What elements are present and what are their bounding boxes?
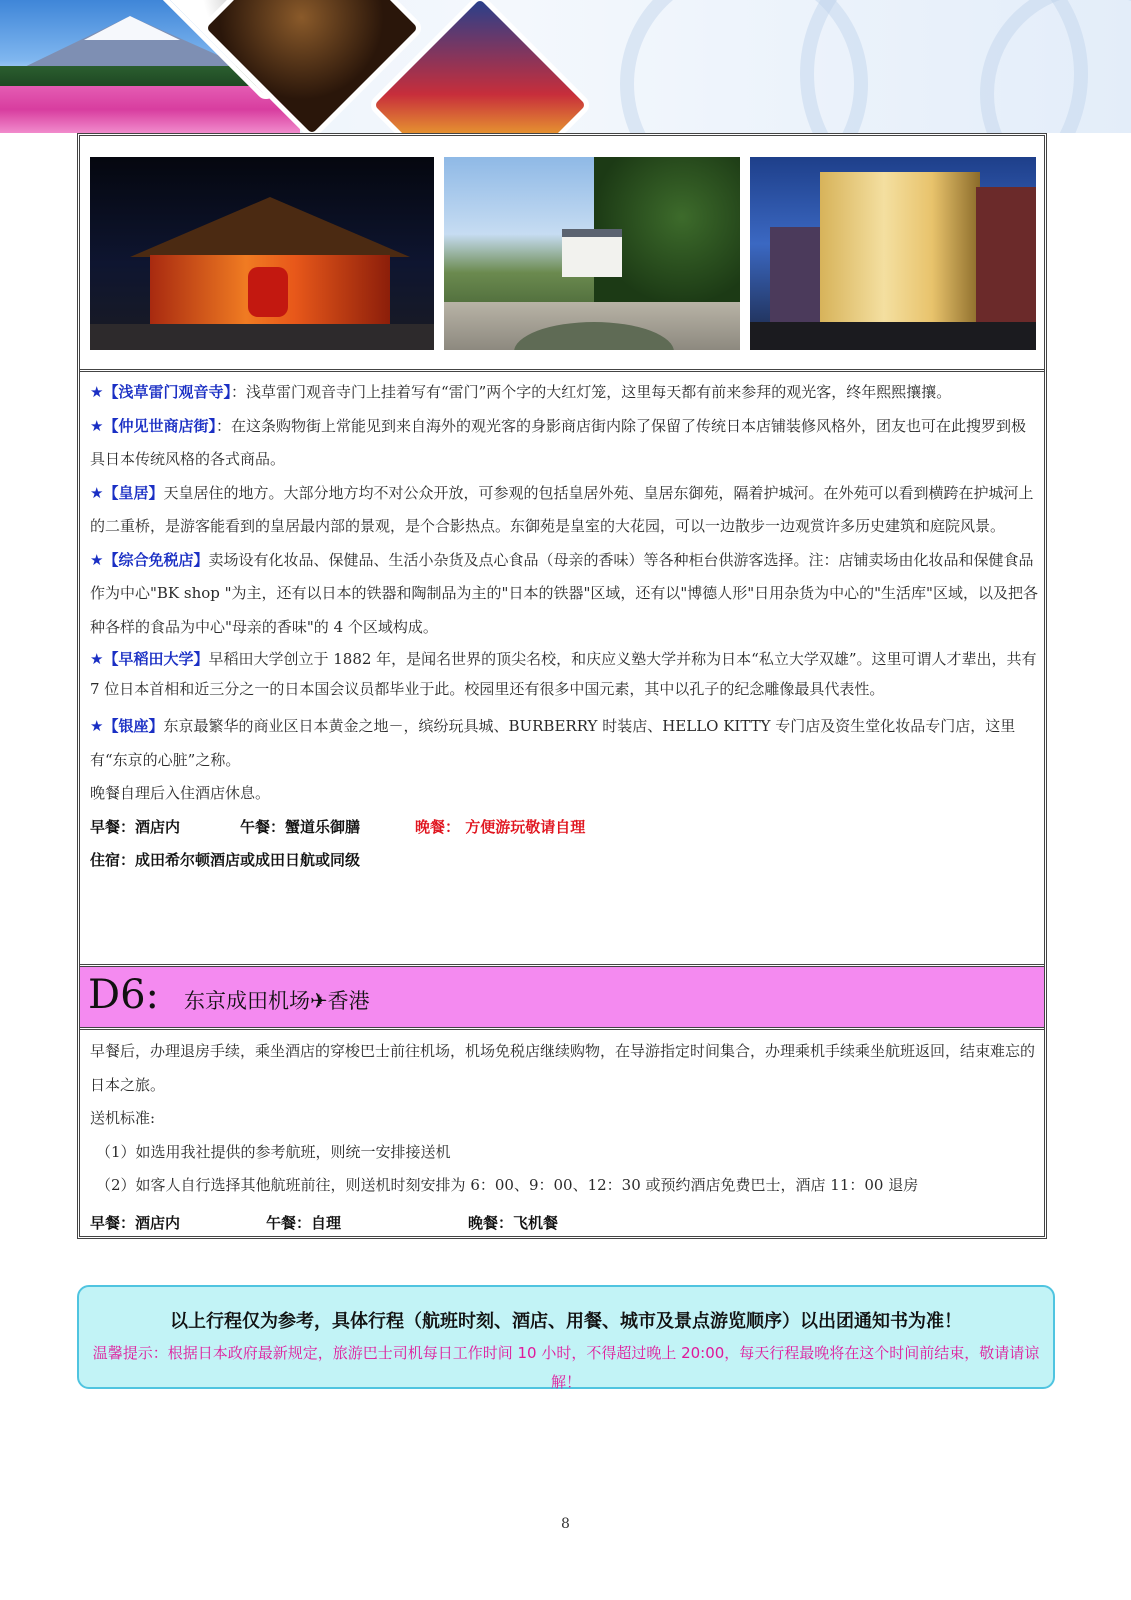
attraction-desc: 卖场设有化妆品、保健品、生活小杂货及点心食品（母亲的香味）等各种柜台供游客选择。注：店铺卖场由化妆品和保健食品作为中心"BK shop "为主，还有以日本的铁器和陶制品为主的"日本的铁器"区域，还有以"博德人形"日用杂货为中心的"生活库"区域，以及把各种各样的食品为中心"母亲的香味"的 4 个区域构成。	[90, 550, 1038, 636]
star-icon: ★	[90, 717, 104, 735]
transfer-label: 送机标准:	[90, 1109, 156, 1127]
dinner-label: 晚餐：飞机餐	[468, 1213, 559, 1232]
day6-meals-row	[90, 1207, 1040, 1241]
attraction-item	[90, 477, 1040, 544]
divider	[80, 369, 1044, 372]
notice-tip-text: 温馨提示：根据日本政府最新规定，旅游巴士司机每日工作时间 10 小时，不得超过晚上 20:00，每天行程最晚将在这个时间前结束，敬请请谅解！	[92, 1344, 1040, 1391]
lunch-label: 午餐：蟹道乐御膳	[240, 817, 361, 836]
header-banner	[0, 0, 1131, 133]
breakfast-label: 早餐：酒店内	[90, 817, 181, 836]
page-number: 8	[561, 1516, 570, 1532]
attraction-item	[90, 376, 1040, 410]
star-icon: ★	[90, 416, 104, 435]
day6-header	[80, 967, 1044, 1027]
attraction-desc: 天皇居住的地方。大部分地方均不对公众开放，可参观的包括皇居外苑、皇居东御苑，隔着护城河。在外苑可以看到横跨在护城河上的二重桥，是游客能看到的皇居最内部的景观，是个合影热点。东御苑是皇室的大花园，可以一边散步一边观赏许多历史建筑和庭院风景。	[90, 483, 1034, 535]
transfer-item: （2）如客人自行选择其他航班前往，则送机时刻安排为 6：00、9：00、12：30 或预约酒店免费巴士，酒店 11：00 退房	[96, 1176, 919, 1194]
attraction-item	[90, 710, 1040, 777]
attraction-name: 【浅草雷门观音寺】	[103, 383, 231, 401]
day6-description: 早餐后，办理退房手续，乘坐酒店的穿梭巴士前往机场，机场免税店继续购物，在导游指定时间集合，办理乘机手续乘坐航班返回，结束难忘的日本之旅。	[90, 1042, 1036, 1094]
star-icon: ★	[90, 550, 104, 569]
attraction-desc: ：浅草雷门观音寺门上挂着写有“雷门”两个字的大红灯笼，这里每天都有前来参拜的观光客，终年熙熙攘攘。	[230, 383, 952, 401]
attraction-desc: 早稻田大学创立于 1882 年，是闻名世界的顶尖名校，和庆应义塾大学并称为日本“私立大学双雄”。这里可谓人才辈出，共有 7 位日本首相和近三分之一的日本国会议员都毕业于此。校园里还有很多中国元素，其中以孔子的纪念雕像最具代表性。	[90, 650, 1037, 698]
star-icon: ★	[90, 483, 104, 502]
notice-main-text: 以上行程仅为参考，具体行程（航班时刻、酒店、用餐、城市及景点游览顺序）以出团通知书为准！	[170, 1311, 962, 1332]
day-number: D6:	[88, 972, 159, 1018]
star-icon: ★	[90, 383, 104, 401]
transfer-item: （1）如选用我社提供的参考航班，则统一安排接送机	[96, 1142, 451, 1161]
sensoji-temple-photo	[90, 157, 434, 350]
lunch-label: 午餐：自理	[266, 1213, 342, 1232]
ginza-street-photo	[750, 157, 1036, 350]
divider	[80, 1027, 1044, 1030]
notice-box	[77, 1285, 1055, 1389]
imperial-palace-photo	[444, 157, 740, 350]
attraction-item	[90, 544, 1040, 645]
attraction-name: 【综合免税店】	[103, 550, 209, 569]
attractions-list	[90, 376, 1040, 878]
hotel-label: 住宿：成田希尔顿酒店或成田日航或同级	[90, 851, 361, 869]
day5-hotel-row	[90, 844, 1040, 878]
itinerary-table	[77, 133, 1047, 1239]
breakfast-label: 早餐：酒店内	[90, 1213, 181, 1232]
day5-closing-text: 晚餐自理后入住酒店休息。	[90, 784, 271, 802]
attraction-item	[90, 644, 1040, 704]
day5-meals-row	[90, 811, 1040, 845]
attraction-desc: ：在这条购物街上常能见到来自海外的观光客的身影商店街内除了保留了传统日本店铺装修风格外，团友也可在此搜罗到极具日本传统风格的各式商品。	[90, 416, 1026, 468]
attraction-name: 【皇居】	[103, 483, 164, 502]
dinner-label: 晚餐： 方便游玩敬请自理	[415, 817, 586, 836]
attraction-name: 【仲见世商店街】	[103, 416, 216, 435]
attraction-name: 【早稻田大学】	[103, 650, 209, 668]
attraction-name: 【银座】	[103, 717, 164, 735]
attraction-item	[90, 410, 1040, 477]
star-icon: ★	[90, 650, 104, 668]
day-title: 东京成田机场✈香港	[184, 989, 370, 1013]
day6-content	[90, 1035, 1040, 1240]
attraction-desc: 东京最繁华的商业区日本黄金之地－，缤纷玩具城、BURBERRY 时装店、HELLO KITTY 专门店及资生堂化妆品专门店，这里有“东京的心脏”之称。	[90, 717, 1016, 769]
